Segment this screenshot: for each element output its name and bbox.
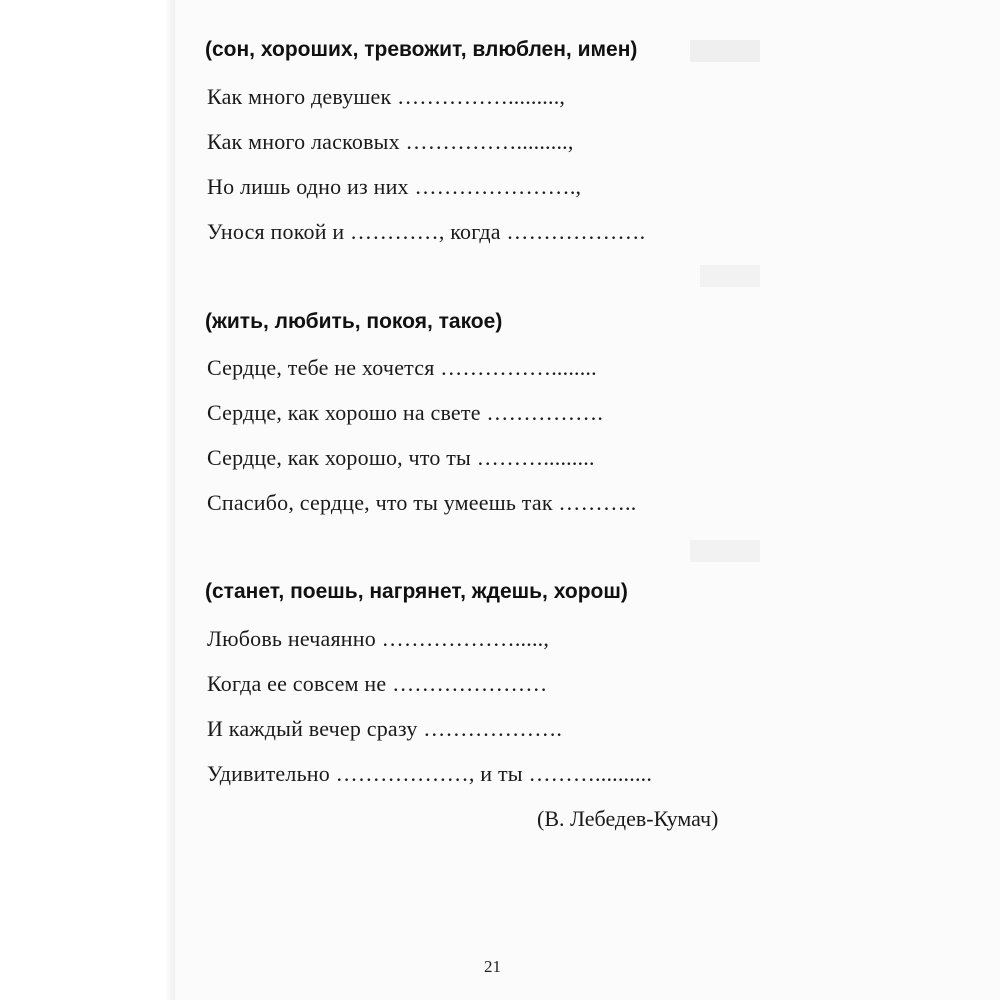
bleed-through-mark bbox=[700, 265, 760, 287]
stanza-1-line-2: Как много ласковых ……………........., bbox=[207, 129, 574, 154]
stanza-1-line-1: Как много девушек ……………........., bbox=[207, 84, 566, 109]
bleed-through-mark bbox=[690, 40, 760, 62]
stanza-3-line-1: Любовь нечаянно ………………....., bbox=[207, 626, 550, 651]
stanza-3-line-3: И каждый вечер сразу ………………. bbox=[207, 716, 563, 741]
stanza-1-line-3: Но лишь одно из них …………………., bbox=[207, 174, 582, 199]
stanza-3-line-4: Удивительно ………………, и ты ……….......... bbox=[207, 761, 653, 786]
stanza-2-line-3: Сердце, как хорошо, что ты ………......... bbox=[207, 445, 595, 470]
stanza-1-line-4: Унося покой и …………, когда ………………. bbox=[207, 219, 646, 244]
bleed-through-mark bbox=[690, 540, 760, 562]
stanza-1-hint: (сон, хороших, тревожит, влюблен, имен) bbox=[205, 38, 638, 61]
stanza-2-line-1: Сердце, тебе не хочется ……………........ bbox=[207, 355, 597, 380]
page-number: 21 bbox=[484, 957, 501, 976]
stanza-2-line-2: Сердце, как хорошо на свете ……………. bbox=[207, 400, 604, 425]
stanza-3-line-2: Когда ее совсем не ………………… bbox=[207, 671, 548, 696]
stanza-2-hint: (жить, любить, покоя, такое) bbox=[205, 310, 503, 333]
stanza-3-hint: (станет, поешь, нагрянет, ждешь, хорош) bbox=[205, 580, 628, 603]
stanza-2-line-4: Спасибо, сердце, что ты умеешь так ……….. bbox=[207, 490, 637, 515]
poem-author: (В. Лебедев-Кумач) bbox=[537, 806, 719, 831]
